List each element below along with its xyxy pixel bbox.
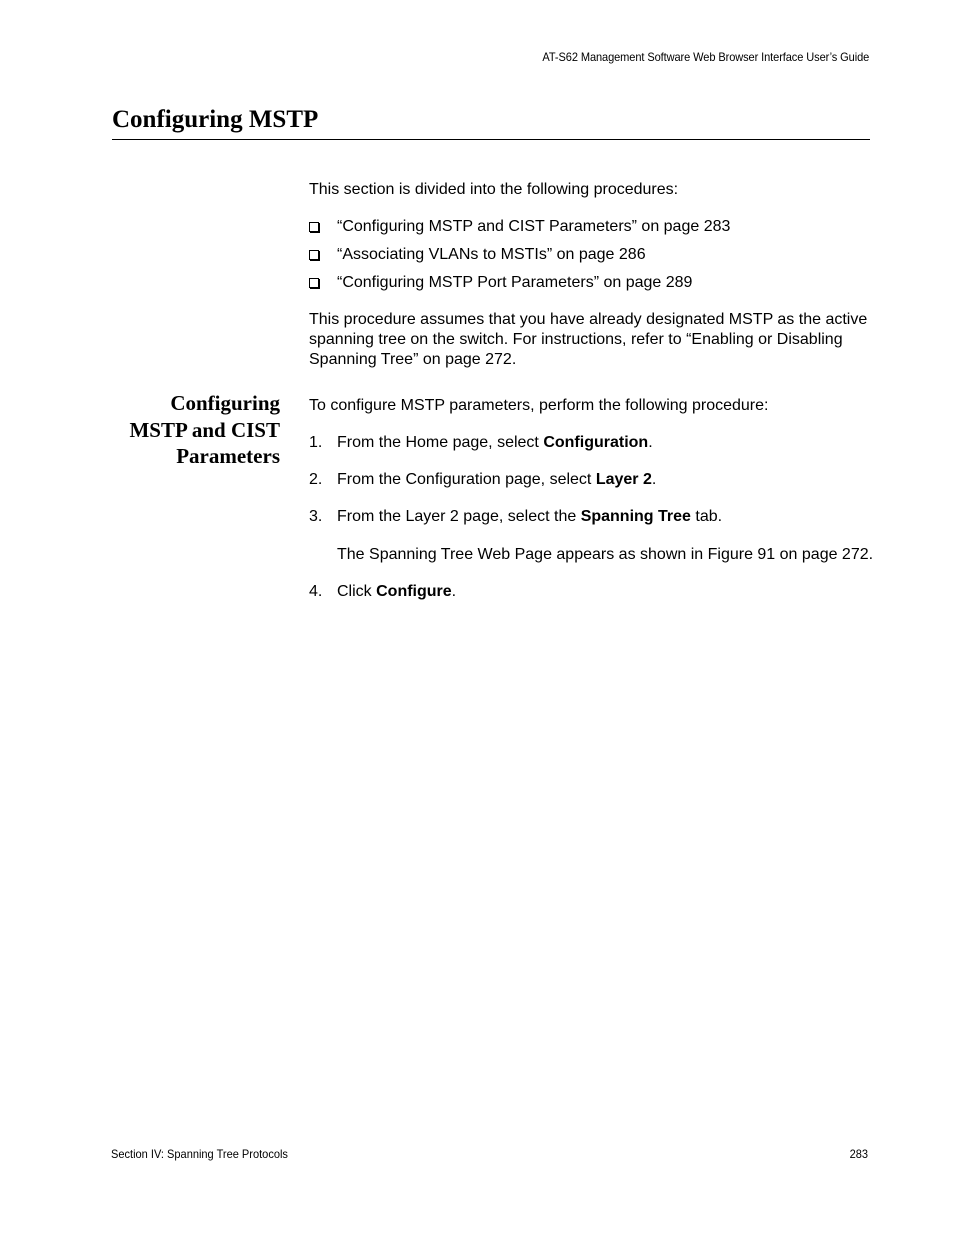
step-number: 3. xyxy=(309,508,323,525)
step-text: Click xyxy=(337,583,377,600)
assumption-paragraph: This procedure assumes that you have already designated MSTP as the active spanning tree on the switch. For instructions, refer to “Enabling or Disabling Spanning Tree” on page 272. xyxy=(309,311,868,368)
step-text: From the Layer 2 page, select the xyxy=(337,508,581,525)
procedure-link[interactable]: “Configuring MSTP Port Parameters” on page 289 xyxy=(337,274,693,291)
procedure-list xyxy=(309,217,874,301)
step-item xyxy=(309,507,874,565)
procedure-item[interactable] xyxy=(309,245,874,273)
step-number: 1. xyxy=(309,434,323,451)
checkbox-bullet-icon xyxy=(309,278,319,288)
step-text: From the Configuration page, select xyxy=(337,471,596,488)
step-ui-term: Configure xyxy=(376,583,452,600)
subsection-heading-line: MSTP and CIST xyxy=(129,417,280,442)
checkbox-bullet-icon xyxy=(309,222,319,232)
procedure-lead: To configure MSTP parameters, perform the following procedure: xyxy=(309,397,769,414)
subsection-heading-line: Configuring xyxy=(170,391,280,415)
footer-page-number: 283 xyxy=(849,1147,868,1161)
footer-section-label: Section IV: Spanning Tree Protocols xyxy=(111,1147,288,1161)
procedure-item[interactable] xyxy=(309,217,874,245)
step-item xyxy=(309,470,874,490)
page-title: Configuring MSTP xyxy=(112,106,319,133)
step-text: . xyxy=(651,471,657,488)
step-ui-term: Spanning Tree xyxy=(580,508,691,525)
procedure-body xyxy=(309,396,874,619)
step-text: . xyxy=(451,583,457,600)
procedure-item[interactable] xyxy=(309,273,874,301)
step-number: 2. xyxy=(309,471,323,488)
step-text: . xyxy=(648,434,653,451)
step-note: The Spanning Tree Web Page appears as shown in Figure 91 on page 272. xyxy=(337,546,874,563)
step-ui-term: Layer 2 xyxy=(595,471,652,488)
checkbox-bullet-icon xyxy=(309,250,319,260)
step-item xyxy=(309,582,874,602)
running-header: AT-S62 Management Software Web Browser Interface User’s Guide xyxy=(542,50,869,64)
title-divider xyxy=(112,139,870,140)
step-list xyxy=(309,433,874,602)
step-item xyxy=(309,433,874,453)
procedure-link[interactable]: “Associating VLANs to MSTIs” on page 286 xyxy=(337,246,646,263)
section-intro xyxy=(309,180,874,370)
step-text: tab. xyxy=(690,508,723,525)
procedure-link[interactable]: “Configuring MSTP and CIST Parameters” on page 283 xyxy=(337,218,731,235)
step-ui-term: Configuration xyxy=(543,434,649,451)
subsection-heading xyxy=(80,390,280,470)
step-number: 4. xyxy=(309,583,323,600)
step-text: From the Home page, select xyxy=(337,434,544,451)
subsection-heading-line: Parameters xyxy=(176,444,280,468)
intro-text: This section is divided into the following procedures: xyxy=(309,181,679,198)
